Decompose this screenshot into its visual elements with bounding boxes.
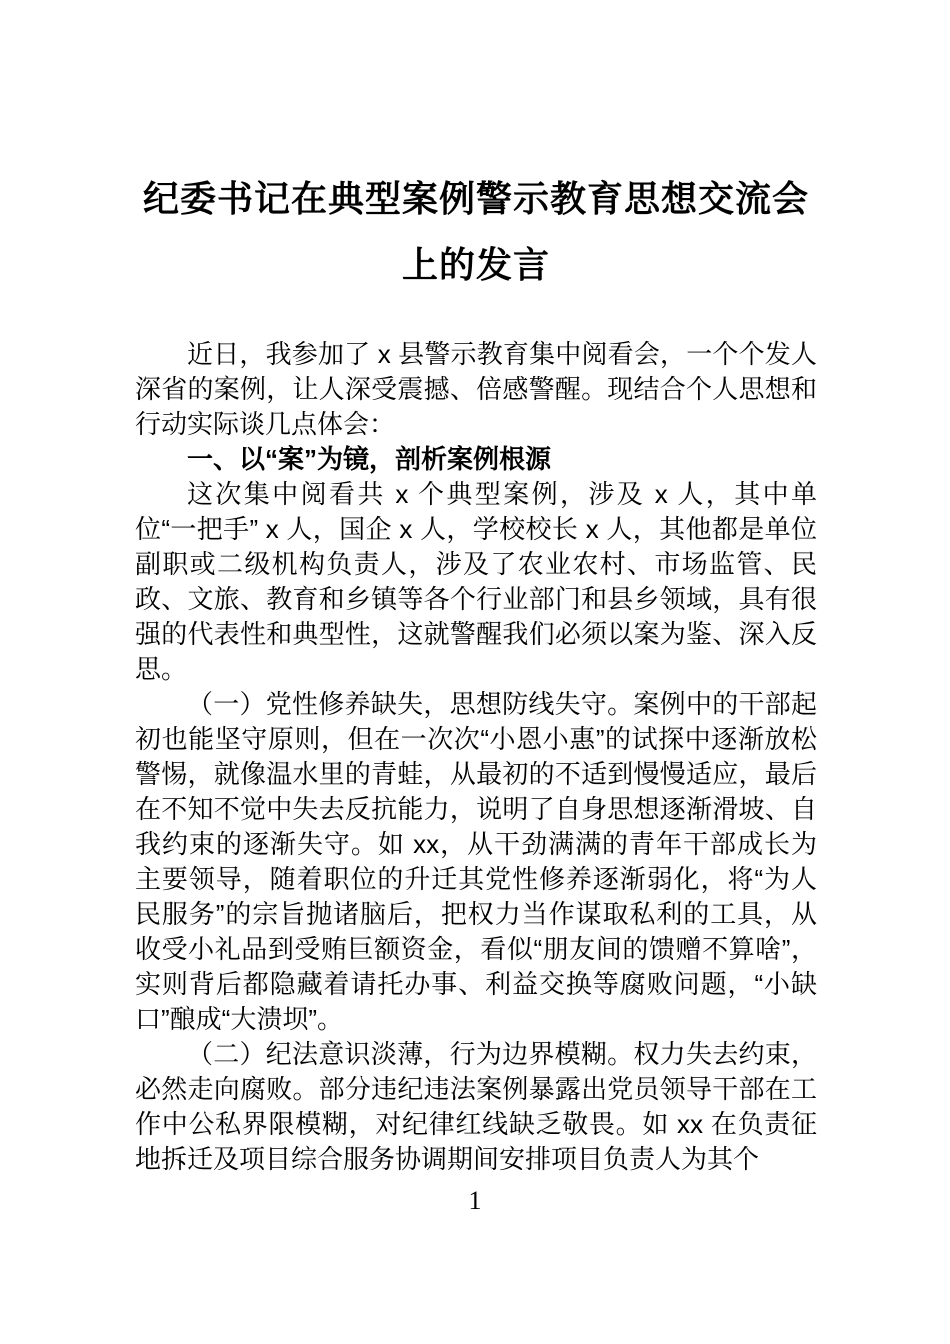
paragraph-intro: 近日，我参加了 x 县警示教育集中阅看会，一个个发人深省的案例，让人深受震撼、倍感警醒。现结合个人思想和行动实际谈几点体会：: [135, 339, 817, 439]
title-line-2: 上的发言: [401, 244, 550, 285]
section-heading-1: 一、以“案”为镜，剖析案例根源: [187, 444, 552, 474]
document-body: [135, 337, 817, 1177]
page-number: 1: [468, 1186, 482, 1215]
paragraph-case-overview: 这次集中阅看共 x 个典型案例，涉及 x 人，其中单位“一把手” x 人，国企 x 人，学校校长 x 人，其他都是单位副职或二级机构负责人，涉及了农业农村、市场监管、民政、文旅、教育和乡镇等各个行业部门和县乡领域，具有很强的代表性和典型性，这就警醒我们必须以案为鉴、深入反思。: [135, 479, 817, 684]
title-line-1: 纪委书记在典型案例警示教育思想交流会: [142, 178, 809, 219]
document-title: [135, 0, 817, 298]
paragraph-point-2: （二）纪法意识淡薄，行为边界模糊。权力失去约束，必然走向腐败。部分违纪违法案例暴露出党员领导干部在工作中公私界限模糊，对纪律红线缺乏敬畏。如 xx 在负责征地拆迁及项目综合服务协调期间安排项目负责人为其个: [135, 1039, 817, 1174]
paragraph-point-1: （一）党性修养缺失，思想防线失守。案例中的干部起初也能坚守原则，但在一次次“小恩小惠”的试探中逐渐放松警惕，就像温水里的青蛙，从最初的不适到慢慢适应，最后在不知不觉中失去反抗能力，说明了自身思想逐渐滑坡、自我约束的逐渐失守。如 xx，从干劲满满的青年干部成长为主要领导，随着职位的升迁其党性修养逐渐弱化，将“为人民服务”的宗旨抛诸脑后，把权力当作谋取私利的工具，从收受小礼品到受贿巨额资金，看似“朋友间的馈赠不算啥”，实则背后都隐藏着请托办事、利益交换等腐败问题，“小缺口”酿成“大溃坝”。: [135, 689, 817, 1034]
